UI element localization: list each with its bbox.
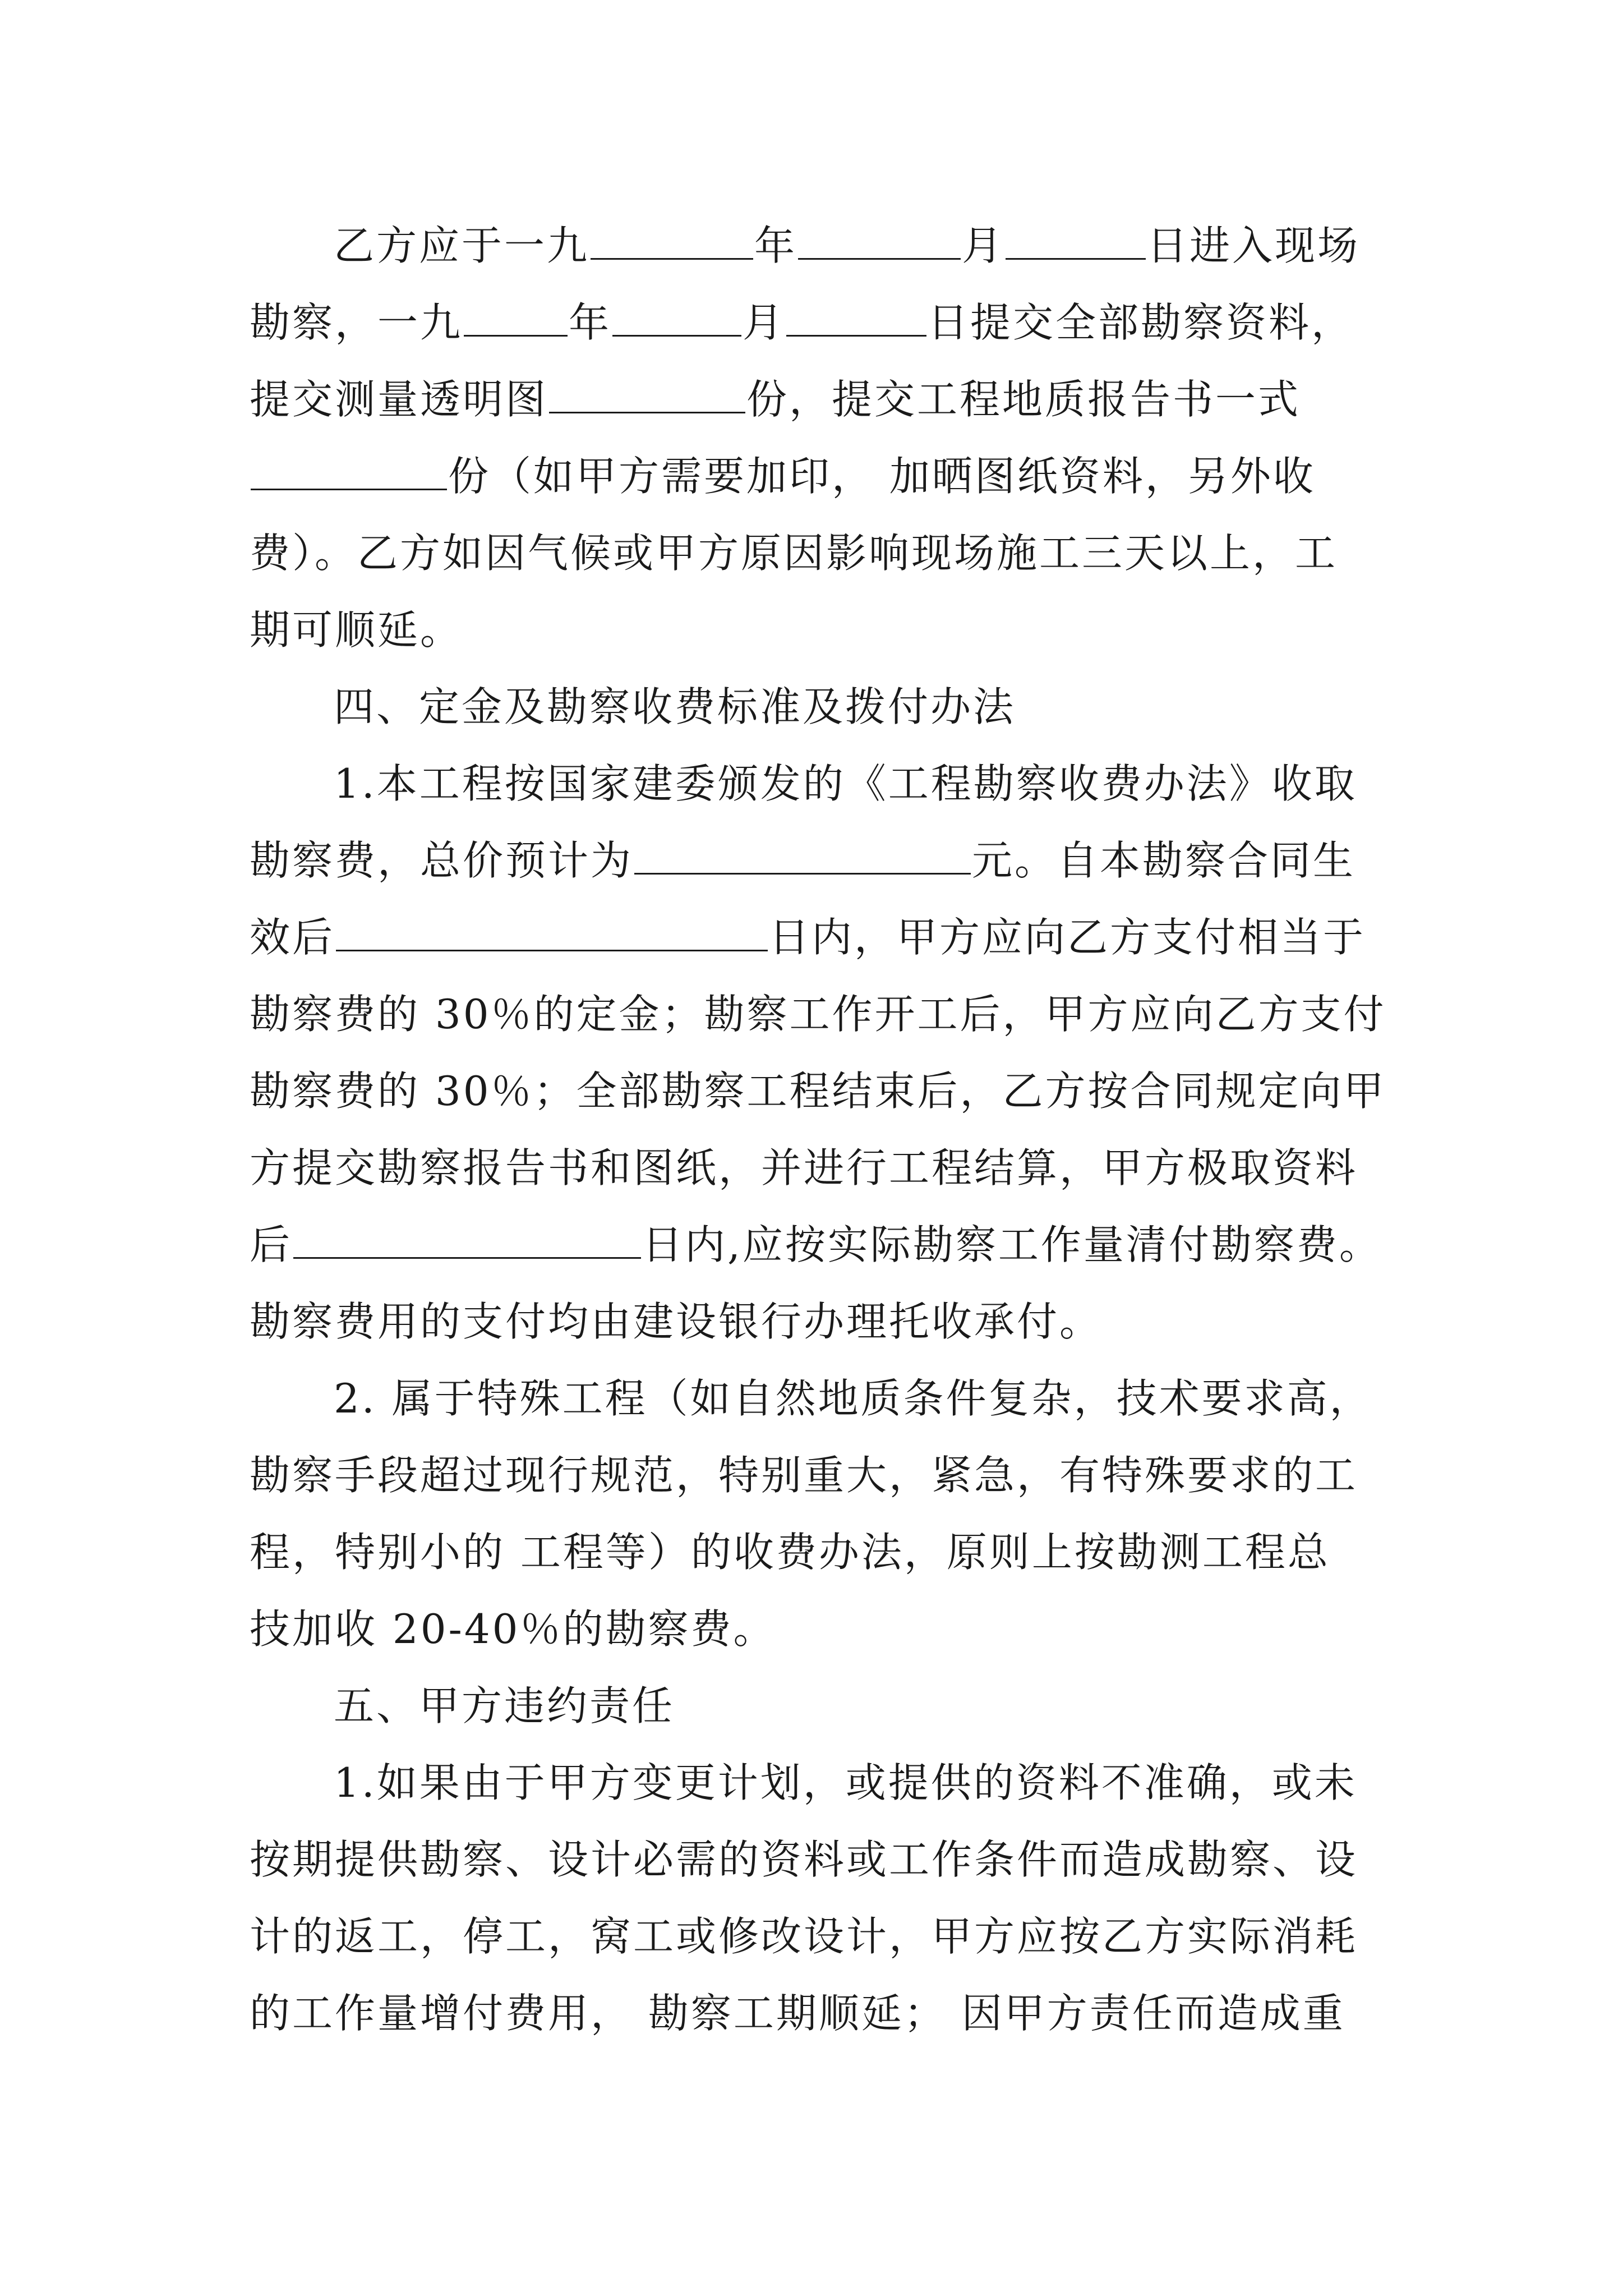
- text-line: [250, 284, 1394, 361]
- text-segment: 提交测量透明图: [250, 376, 548, 423]
- text-segment: 月: [743, 299, 786, 346]
- text-segment: 期可顺延。: [250, 606, 463, 654]
- text-segment: 1.如果由于甲方变更计划，或提供的资料不准确，或未: [334, 1759, 1357, 1806]
- text-segment: 勘察费的 30％的定金；勘察工作开工后，甲方应向乙方支付: [250, 991, 1386, 1038]
- text-segment: 方提交勘察报告书和图纸，并进行工程结算，甲方极取资料: [250, 1144, 1358, 1191]
- fill-in-blank: [591, 219, 753, 260]
- text-segment: 日内，甲方应向乙方支付相当于: [769, 914, 1366, 961]
- text-line: [250, 1283, 1394, 1360]
- text-line: [250, 1975, 1394, 2052]
- text-line: [250, 1437, 1394, 1514]
- text-line: [250, 1745, 1394, 1821]
- text-segment: 份，提交工程地质报告书一式: [746, 376, 1301, 423]
- text-segment: 程，特别小的 工程等）的收费办法，原则上按勘测工程总: [250, 1529, 1330, 1576]
- fill-in-blank: [798, 219, 961, 260]
- text-line: [250, 592, 1394, 669]
- text-line: [250, 1591, 1394, 1668]
- text-segment: 日进入现场: [1147, 222, 1361, 269]
- text-segment: 的工作量增付费用， 勘察工期顺延； 因甲方责任而造成重: [250, 1990, 1345, 2037]
- text-segment: 勘察，一九: [250, 299, 463, 346]
- text-segment: 年: [754, 222, 797, 269]
- text-line: [250, 746, 1394, 822]
- text-line: [250, 899, 1394, 976]
- text-segment: 勘察费用的支付均由建设银行办理托收承付。: [250, 1298, 1103, 1345]
- text-segment: 四、定金及勘察收费标准及拨付办法: [334, 683, 1016, 730]
- section-heading: [250, 1668, 1394, 1745]
- text-segment: 技加收 20-40％的勘察费。: [250, 1605, 776, 1653]
- text-line: [250, 822, 1394, 899]
- section-heading: [250, 669, 1394, 746]
- text-line: [250, 1130, 1394, 1207]
- fill-in-blank: [634, 834, 971, 875]
- fill-in-blank: [549, 372, 745, 413]
- text-segment: 五、甲方违约责任: [334, 1682, 675, 1729]
- text-segment: 勘察费的 30％；全部勘察工程结束后，乙方按合同规定向甲: [250, 1068, 1386, 1115]
- text-segment: 乙方应于一九: [334, 222, 590, 269]
- text-segment: 2. 属于特殊工程（如自然地质条件复杂，技术要求高，: [334, 1375, 1372, 1422]
- text-line: [250, 515, 1394, 592]
- fill-in-blank: [612, 296, 741, 337]
- text-segment: 日提交全部勘察资料，: [928, 299, 1354, 346]
- text-segment: 后: [250, 1221, 293, 1268]
- document-body: [250, 208, 1394, 2052]
- text-line: [250, 361, 1394, 438]
- fill-in-blank: [336, 910, 768, 951]
- text-segment: 月: [962, 222, 1005, 269]
- text-line: [250, 1053, 1394, 1130]
- text-line: [250, 976, 1394, 1053]
- fill-in-blank: [251, 449, 447, 490]
- text-line: [250, 1514, 1394, 1591]
- text-segment: 费）。乙方如因气候或甲方原因影响现场施工三天以上，工: [250, 530, 1338, 577]
- text-segment: 份（如甲方需要加印， 加晒图纸资料，另外收: [448, 453, 1316, 500]
- text-segment: 1.本工程按国家建委颁发的《工程勘察收费办法》收取: [334, 760, 1357, 807]
- text-line: [250, 1207, 1394, 1283]
- text-line: [250, 208, 1394, 284]
- text-line: [250, 1821, 1394, 1898]
- text-segment: 计的返工，停工，窝工或修改设计，甲方应按乙方实际消耗: [250, 1913, 1358, 1960]
- fill-in-blank: [293, 1218, 641, 1259]
- text-segment: 按期提供勘察、设计必需的资料或工作条件而造成勘察、设: [250, 1836, 1358, 1883]
- fill-in-blank: [786, 296, 926, 337]
- fill-in-blank: [464, 296, 568, 337]
- text-segment: 年: [569, 299, 612, 346]
- text-segment: 勘察费，总价预计为: [250, 837, 634, 884]
- fill-in-blank: [1006, 219, 1146, 260]
- text-line: [250, 438, 1394, 515]
- text-line: [250, 1360, 1394, 1437]
- text-line: [250, 1898, 1394, 1975]
- text-segment: 效后: [250, 914, 335, 961]
- text-segment: 日内,应按实际勘察工作量清付勘察费。: [642, 1221, 1382, 1268]
- text-segment: 元。自本勘察合同生: [972, 837, 1356, 884]
- text-segment: 勘察手段超过现行规范，特别重大，紧急，有特殊要求的工: [250, 1452, 1358, 1499]
